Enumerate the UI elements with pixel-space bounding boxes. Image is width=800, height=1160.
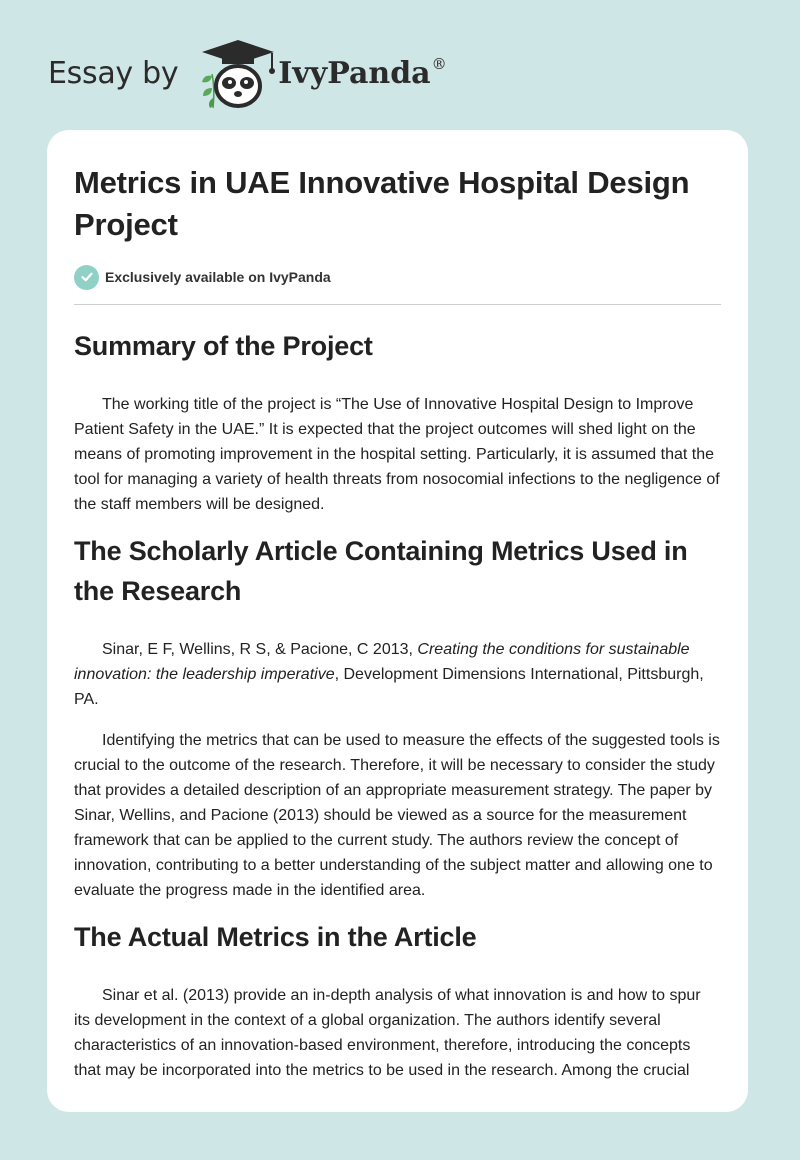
registered-mark: ® bbox=[431, 55, 447, 73]
check-icon bbox=[74, 265, 99, 290]
ivypanda-logo-icon[interactable] bbox=[192, 36, 284, 110]
reference-authors: Sinar, E F, Wellins, R S, & Pacione, C 2013, bbox=[102, 641, 418, 658]
section-heading: The Actual Metrics in the Article bbox=[74, 922, 477, 952]
brand-text: IvyPanda bbox=[278, 56, 431, 91]
reference-publisher: , Development Dimensions International, Pittsburgh, PA. bbox=[74, 666, 704, 708]
site-header bbox=[48, 36, 447, 110]
article-title: Metrics in UAE Innovative Hospital Design Project bbox=[74, 165, 690, 242]
paragraph: The working title of the project is “The Use of Innovative Hospital Design to Improve Patient Safety in the UAE.” It is expected that the project outcomes will shed light on the means of promoting improvement in the hospital setting. Particularly, it is assumed that the tool for managing a variety of health threats from nosocomial infections to the negligence of the staff members will be designed. bbox=[74, 396, 720, 513]
brand-name[interactable] bbox=[278, 55, 446, 91]
essay-by-label: Essay by bbox=[48, 55, 179, 91]
reference-title: Creating the conditions for sustainable innovation: the leadership imperative bbox=[74, 641, 690, 683]
section-heading: Summary of the Project bbox=[74, 331, 373, 361]
section-heading: The Scholarly Article Containing Metrics Used in the Research bbox=[74, 536, 688, 606]
paragraph: Identifying the metrics that can be used to measure the effects of the suggested tools is crucial to the outcome of the research. Therefore, it will be necessary to consider the study that provides a detailed description of an appropriate measurement strategy. The paper by Sinar, Wellins, and Pacione (2013) should be viewed as a source for the measurement framework that can be applied to the current study. The authors review the concept of innovation, contributing to a better understanding of the subject matter and allowing one to evaluate the progress made in the identified area. bbox=[74, 732, 720, 899]
paragraph: Sinar et al. (2013) provide an in-depth analysis of what innovation is and how to spur its development in the context of a global organization. The authors identify several characteristics of an innovation-based environment, therefore, introducing the concepts that may be incorporated into the metrics to be used in the research. Among the crucial bbox=[74, 987, 701, 1079]
article-card bbox=[47, 130, 748, 1112]
exclusive-badge bbox=[74, 263, 721, 291]
title-divider bbox=[74, 304, 721, 305]
exclusive-label: Exclusively available on IvyPanda bbox=[105, 269, 331, 285]
reference-citation bbox=[74, 637, 721, 712]
